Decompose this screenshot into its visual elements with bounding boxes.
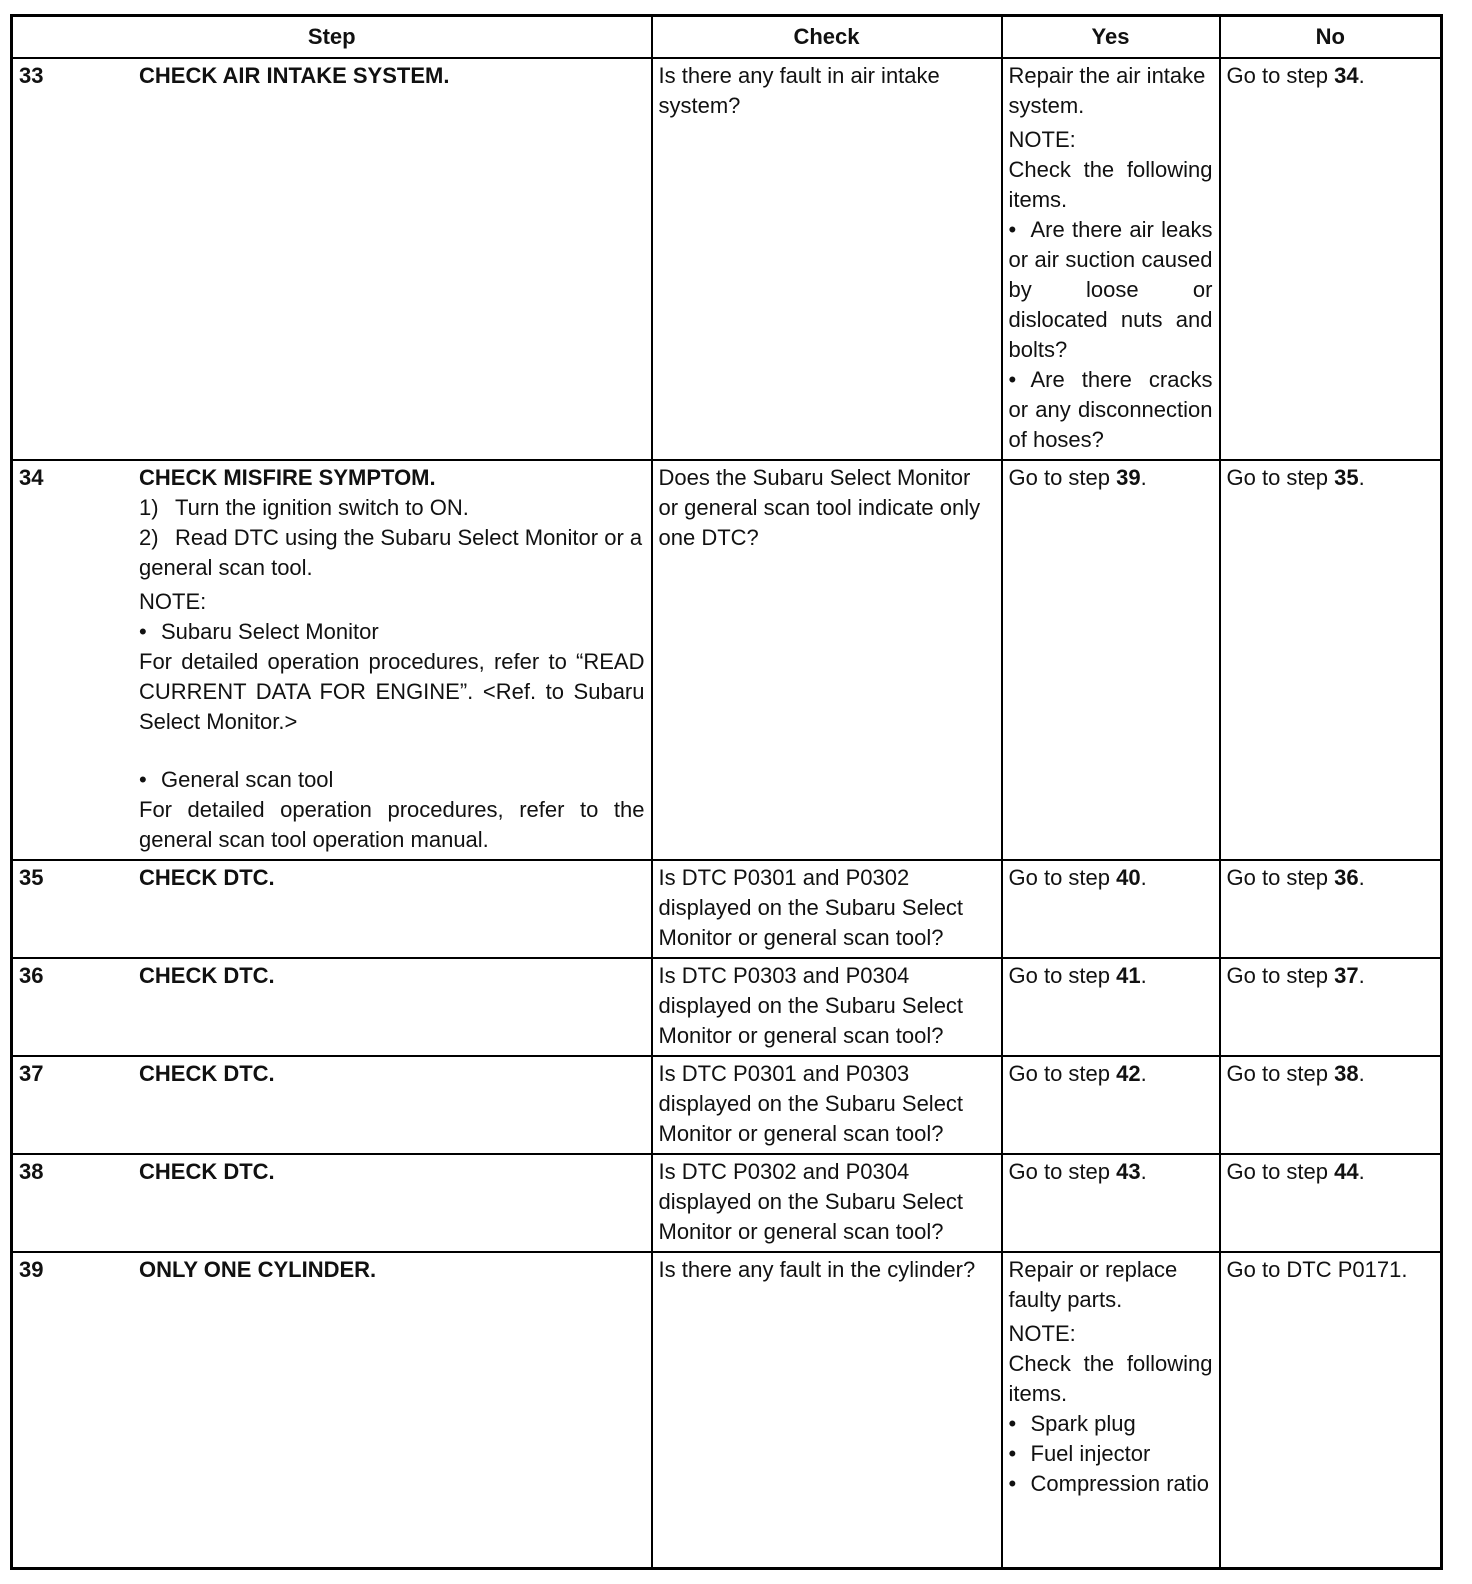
step-cell (12, 860, 652, 958)
document-page (10, 14, 1440, 1570)
bullet-icon: • (1008, 1471, 1017, 1496)
note-label: NOTE: (1008, 127, 1076, 152)
check-question: Is there any fault in the cylinder? (658, 1257, 976, 1282)
yes-cell: Go to step 41. (1002, 958, 1220, 1056)
table-row (12, 1154, 1442, 1252)
check-question: Is DTC P0301 and P0302 displayed on the Subaru Select Monitor or general scan tool? (658, 865, 964, 950)
bullet-icon: • (1008, 1441, 1017, 1466)
yes-cell (1002, 1252, 1220, 1569)
goto-step-link: 40 (1116, 865, 1141, 890)
table-row (12, 1056, 1442, 1154)
note-text: Check the following items. (1008, 157, 1213, 212)
note-text: Check the following items. (1008, 1351, 1213, 1406)
goto-step-link: 38 (1334, 1061, 1359, 1086)
header-no: No (1220, 16, 1442, 59)
step-cell (12, 958, 652, 1056)
note-label: NOTE: (139, 589, 207, 614)
check-question: Is DTC P0303 and P0304 displayed on the Subaru Select Monitor or general scan tool? (658, 963, 964, 1048)
table-row (12, 58, 1442, 460)
step-number: 34 (19, 465, 44, 490)
step-title: CHECK DTC. (139, 963, 275, 988)
header-check: Check (652, 16, 1002, 59)
check-cell (652, 1252, 1002, 1569)
bullet-icon: • (139, 619, 147, 644)
yes-cell: Go to step 39. (1002, 460, 1220, 860)
step-number: 39 (19, 1257, 44, 1282)
step-title: CHECK MISFIRE SYMPTOM. (139, 465, 436, 490)
step-cell (12, 58, 652, 460)
table-row (12, 958, 1442, 1056)
note-bullet: • Are there cracks or any disconnection of hoses? (1008, 367, 1213, 452)
yes-cell: Go to step 43. (1002, 1154, 1220, 1252)
note-bullet: • Are there air leaks or air suction caused by loose or dislocated nuts and bolts? (1008, 217, 1213, 362)
goto-step-link: 35 (1334, 465, 1359, 490)
note-paragraph: For detailed operation procedures, refer to “READ CURRENT DATA FOR ENGINE”. <Ref. to Subaru Select Monitor.> (139, 649, 645, 734)
yes-action: Repair or replace faulty parts. (1008, 1257, 1178, 1312)
step-title: CHECK DTC. (139, 1159, 275, 1184)
step-number: 33 (19, 63, 44, 88)
step-number: 35 (19, 865, 44, 890)
procedure-item: 1) Turn the ignition switch to ON. (139, 495, 469, 520)
no-cell: Go to step 44. (1220, 1154, 1442, 1252)
bullet-icon: • (1008, 217, 1017, 242)
step-number: 38 (19, 1159, 44, 1184)
table-row (12, 860, 1442, 958)
check-cell (652, 58, 1002, 460)
goto-step-link: 34 (1334, 63, 1359, 88)
no-cell: Go to DTC P0171. (1220, 1252, 1442, 1569)
no-cell: Go to step 36. (1220, 860, 1442, 958)
bullet-icon: • (1008, 1411, 1017, 1436)
step-number: 36 (19, 963, 44, 988)
yes-cell (1002, 58, 1220, 460)
diagnostic-table (10, 14, 1443, 1570)
step-number: 37 (19, 1061, 44, 1086)
no-cell: Go to step 35. (1220, 460, 1442, 860)
procedure-item: 2) Read DTC using the Subaru Select Monitor or a general scan tool. (139, 525, 643, 580)
header-yes: Yes (1002, 16, 1220, 59)
goto-step-link: 37 (1334, 963, 1359, 988)
bullet-icon: • (1008, 367, 1017, 392)
note-bullet: • Compression ratio (1009, 1469, 1213, 1499)
step-title: CHECK DTC. (139, 1061, 275, 1086)
note-bullet: • Fuel injector (1009, 1439, 1213, 1469)
check-question: Is there any fault in air intake system? (658, 63, 940, 118)
goto-step-link: 36 (1334, 865, 1359, 890)
no-cell: Go to step 37. (1220, 958, 1442, 1056)
step-cell (12, 1252, 652, 1569)
check-cell (652, 1154, 1002, 1252)
step-title: ONLY ONE CYLINDER. (139, 1257, 377, 1282)
check-cell (652, 460, 1002, 860)
check-cell (652, 860, 1002, 958)
yes-cell: Go to step 40. (1002, 860, 1220, 958)
table-header-row (12, 16, 1442, 59)
table-row (12, 460, 1442, 860)
check-cell (652, 1056, 1002, 1154)
note-bullet: • Spark plug (1009, 1409, 1213, 1439)
step-title: CHECK AIR INTAKE SYSTEM. (139, 63, 450, 88)
goto-step-link: 44 (1334, 1159, 1359, 1184)
goto-step-link: 39 (1116, 465, 1141, 490)
goto-step-link: 42 (1116, 1061, 1141, 1086)
note-bullet: • General scan tool (139, 765, 645, 795)
step-title: CHECK DTC. (139, 865, 275, 890)
check-question: Does the Subaru Select Monitor or general scan tool indicate only one DTC? (658, 465, 981, 550)
bullet-icon: • (139, 767, 147, 792)
no-cell: Go to step 34. (1220, 58, 1442, 460)
note-label: NOTE: (1008, 1321, 1076, 1346)
no-cell: Go to step 38. (1220, 1056, 1442, 1154)
yes-cell: Go to step 42. (1002, 1056, 1220, 1154)
step-cell (12, 1154, 652, 1252)
table-row (12, 1252, 1442, 1569)
goto-step-link: 43 (1116, 1159, 1141, 1184)
step-cell (12, 1056, 652, 1154)
step-cell (12, 460, 652, 860)
check-question: Is DTC P0302 and P0304 displayed on the Subaru Select Monitor or general scan tool? (658, 1159, 964, 1244)
check-question: Is DTC P0301 and P0303 displayed on the Subaru Select Monitor or general scan tool? (658, 1061, 964, 1146)
note-paragraph: For detailed operation procedures, refer to the general scan tool operation manual. (139, 797, 645, 852)
header-step: Step (12, 16, 652, 59)
note-bullet: • Subaru Select Monitor (139, 617, 645, 647)
check-cell (652, 958, 1002, 1056)
yes-action: Repair the air intake system. (1008, 63, 1206, 118)
goto-step-link: 41 (1116, 963, 1141, 988)
